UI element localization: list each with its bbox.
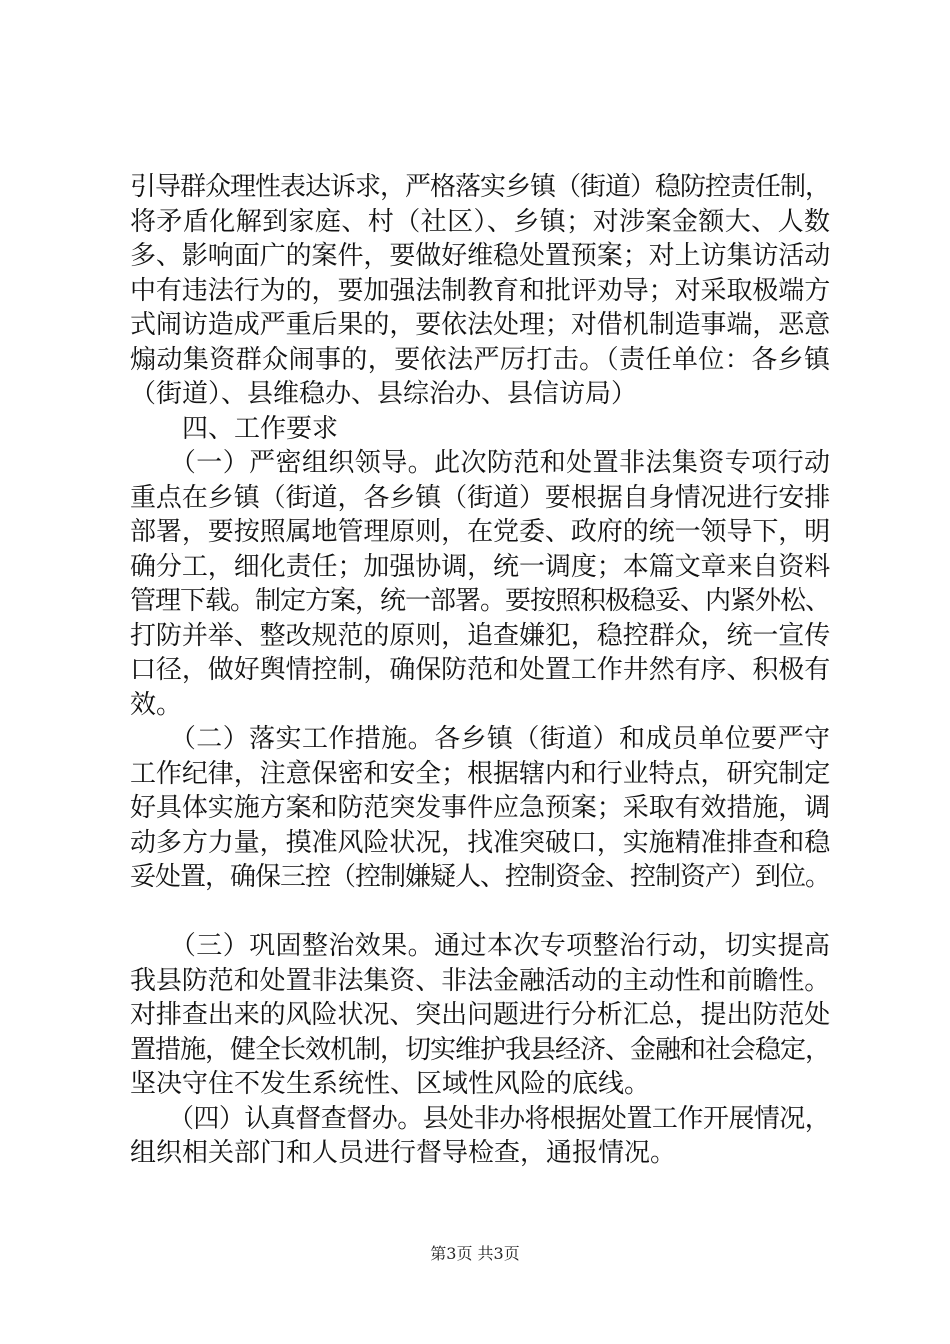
body-line: 式闹访造成严重后果的，要依法处理；对借机制造事端，恶意 [130, 310, 830, 340]
body-line: 部署，要按照属地管理原则，在党委、政府的统一领导下，明 [130, 517, 830, 547]
body-line: 确分工，细化责任；加强协调，统一调度；本篇文章来自资料 [130, 551, 830, 582]
body-line: 口径，做好舆情控制，确保防范和处置工作井然有序、积极有 [130, 655, 830, 685]
body-line: 多、影响面广的案件，要做好维稳处置预案；对上访集访活动 [130, 241, 830, 271]
body-line: 中有违法行为的，要加强法制教育和批评劝导；对采取极端方 [130, 275, 830, 306]
body-line: 将矛盾化解到家庭、村（社区）、乡镇；对涉案金额大、人数 [130, 206, 830, 237]
body-line: 好具体实施方案和防范突发事件应急预案；采取有效措施，调 [130, 793, 830, 823]
body-line: 打防并举、整改规范的原则，追查嫌犯，稳控群众，统一宣传 [130, 620, 830, 651]
page-footer: 第3页 共3页 [430, 1244, 520, 1263]
body-line: 引导群众理性表达诉求，严格落实乡镇（街道）稳防控责任制， [130, 172, 831, 202]
body-line: 工作纪律，注意保密和安全；根据辖内和行业特点，研究制定 [130, 758, 830, 789]
body-line: 妥处置，确保三控（控制嫌疑人、控制资金、控制资产）到位。 [130, 862, 831, 892]
body-line: 坚决守住不发生系统性、区域性风险的底线。 [130, 1069, 651, 1099]
document-body [130, 170, 830, 1171]
body-line: 重点在乡镇（街道，各乡镇（街道）要根据自身情况进行安排 [130, 482, 830, 513]
body-line: （一）严密组织领导。此次防范和处置非法集资专项行动 [130, 448, 830, 478]
section-heading: 四、工作要求 [130, 413, 339, 444]
body-line: （四）认真督查督办。县处非办将根据处置工作开展情况， [130, 1103, 830, 1134]
body-line: （街道）、县维稳办、县综治办、县信访局） [130, 379, 638, 409]
body-line: 对排查出来的风险状况、突出问题进行分析汇总，提出防范处 [130, 1000, 830, 1030]
body-line: 我县防范和处置非法集资、非法金融活动的主动性和前瞻性。 [130, 965, 830, 996]
body-line: 动多方力量，摸准风险状况，找准突破口，实施精准排查和稳 [130, 827, 830, 858]
body-line: 管理下载。制定方案，统一部署。要按照积极稳妥、内紧外松、 [130, 586, 831, 616]
body-line: 组织相关部门和人员进行督导检查，通报情况。 [130, 1138, 677, 1168]
body-line: 置措施，健全长效机制，切实维护我县经济、金融和社会稳定， [130, 1034, 831, 1065]
body-line: 效。 [130, 689, 183, 720]
body-line: 煽动集资群众闹事的，要依法严厉打击。（责任单位：各乡镇 [130, 344, 830, 375]
body-line: （三）巩固整治效果。通过本次专项整治行动，切实提高 [130, 931, 830, 961]
blank-line [130, 895, 830, 930]
body-line: （二）落实工作措施。各乡镇（街道）和成员单位要严守 [130, 724, 830, 754]
